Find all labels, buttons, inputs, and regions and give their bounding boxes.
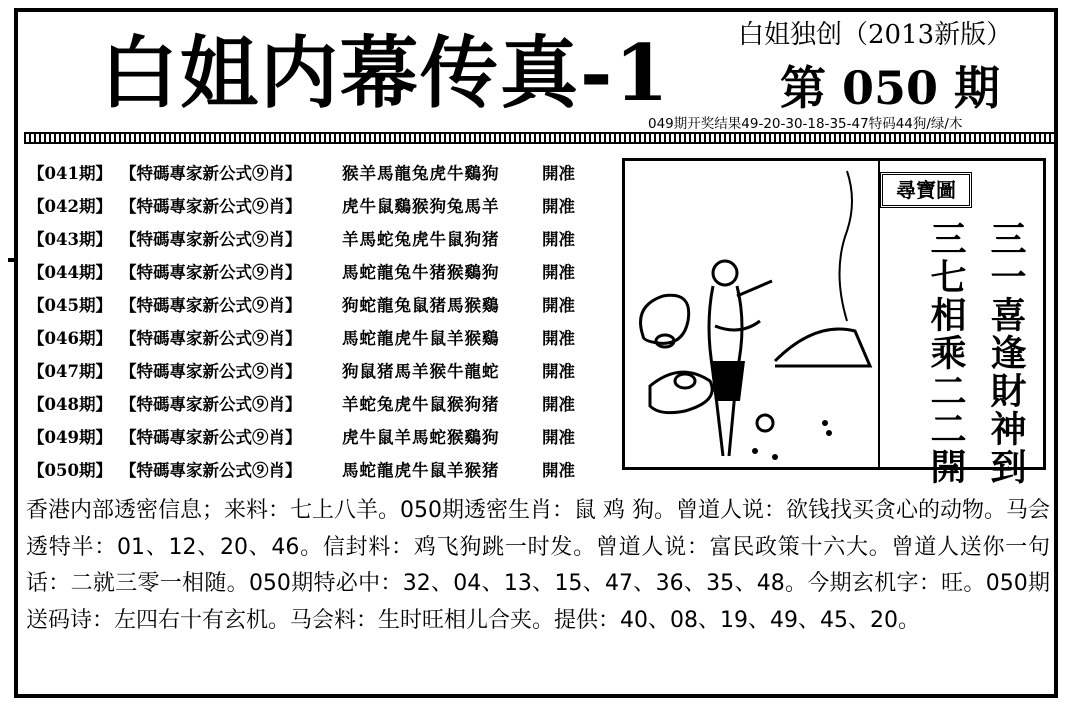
- row-formula: 【特碼專家新公式⑨肖】: [120, 395, 302, 414]
- row-status: 開准: [542, 164, 575, 183]
- row-formula: 【特碼專家新公式⑨肖】: [120, 263, 302, 282]
- prediction-row: [28, 454, 618, 487]
- scroll-eye: [675, 374, 695, 388]
- mountain-plant: [840, 171, 853, 321]
- row-period: 【047期】: [28, 362, 112, 381]
- mountain: [775, 329, 870, 366]
- figure-robe: [710, 361, 745, 401]
- edge-marker: [8, 258, 18, 262]
- prediction-row: [28, 223, 618, 256]
- row-period: 【043期】: [28, 230, 112, 249]
- page-title: 白姐内幕传真-1: [100, 28, 671, 119]
- dot-mark: [752, 448, 758, 454]
- treasure-poem-line-1: 三一喜逢財神到: [985, 220, 1027, 486]
- small-ball: [757, 415, 773, 431]
- row-period: 【046期】: [28, 329, 112, 348]
- row-period: 【041期】: [28, 164, 112, 183]
- row-formula: 【特碼專家新公式⑨肖】: [120, 428, 302, 447]
- row-period: 【048期】: [28, 395, 112, 414]
- row-status: 開准: [542, 197, 575, 216]
- edition-label: 白姐独创（2013新版）: [738, 20, 1013, 50]
- row-formula: 【特碼專家新公式⑨肖】: [120, 164, 302, 183]
- issue-number: 第 050 期: [780, 61, 1001, 115]
- row-formula: 【特碼專家新公式⑨肖】: [120, 329, 302, 348]
- row-formula: 【特碼專家新公式⑨肖】: [120, 197, 302, 216]
- row-status: 開准: [542, 428, 575, 447]
- dot-mark: [822, 420, 828, 426]
- treasure-illustration: [625, 161, 877, 467]
- treasure-poem-line-2: 三七相乘二二開: [925, 220, 967, 486]
- prediction-row: [28, 157, 618, 190]
- row-animals: 狗鼠猪馬羊猴牛龍蛇: [342, 362, 500, 381]
- row-status: 開准: [542, 296, 575, 315]
- prediction-row: [28, 289, 618, 322]
- prediction-row: [28, 421, 618, 454]
- row-formula: 【特碼專家新公式⑨肖】: [120, 362, 302, 381]
- row-animals: 狗蛇龍兔鼠猪馬猴鷄: [342, 296, 500, 315]
- row-formula: 【特碼專家新公式⑨肖】: [120, 296, 302, 315]
- row-period: 【049期】: [28, 428, 112, 447]
- row-status: 開准: [542, 461, 575, 480]
- treasure-picture-box: [622, 158, 1046, 470]
- row-animals: 羊馬蛇兔虎牛鼠狗猪: [342, 230, 500, 249]
- row-period: 【044期】: [28, 263, 112, 282]
- row-formula: 【特碼專家新公式⑨肖】: [120, 461, 302, 480]
- row-status: 開准: [542, 329, 575, 348]
- prediction-row: [28, 322, 618, 355]
- row-period: 【045期】: [28, 296, 112, 315]
- prediction-list: [28, 157, 618, 487]
- prediction-row: [28, 388, 618, 421]
- prediction-row: [28, 256, 618, 289]
- row-animals: 馬蛇龍虎牛鼠羊猴鷄: [342, 329, 500, 348]
- insider-info-paragraph: 香港内部透密信息；来料：七上八羊。050期透密生肖：鼠 鸡 狗。曾道人说：欲钱找买贪心的动物。马会透特半：01、12、20、46。信封料：鸡飞狗跳一时发。曾道人说：富民政策十六大。曾道人送你一句话：二就三零一相随。050期特必中：32、04、13、15、47、36、35、48。今期玄机字：旺。050期送码诗：左四右十有玄机。马会料：生时旺相儿合夹。提供：40、08、19、49、45、20。: [26, 498, 1050, 633]
- row-status: 開准: [542, 362, 575, 381]
- prediction-row: [28, 190, 618, 223]
- row-status: 開准: [542, 395, 575, 414]
- row-animals: 羊蛇兔虎牛鼠猴狗猪: [342, 395, 500, 414]
- header-divider: [24, 132, 1054, 144]
- row-animals: 馬蛇龍兔牛猪猴鷄狗: [342, 263, 500, 282]
- row-animals: 馬蛇龍虎牛鼠羊猴猪: [342, 461, 500, 480]
- prediction-row: [28, 355, 618, 388]
- last-draw-result: 049期开奖结果49-20-30-18-35-47特码44狗/绿/木: [648, 116, 963, 132]
- row-animals: 猴羊馬龍兔虎牛鷄狗: [342, 164, 500, 183]
- dot-mark: [772, 454, 778, 460]
- row-period: 【042期】: [28, 197, 112, 216]
- row-period: 【050期】: [28, 461, 112, 480]
- row-status: 開准: [542, 230, 575, 249]
- row-animals: 虎牛鼠鷄猴狗兔馬羊: [342, 197, 500, 216]
- dot-mark: [826, 430, 832, 436]
- figure-head: [713, 261, 737, 285]
- row-animals: 虎牛鼠羊馬蛇猴鷄狗: [342, 428, 500, 447]
- row-formula: 【特碼專家新公式⑨肖】: [120, 230, 302, 249]
- row-status: 開准: [542, 263, 575, 282]
- scroll-roll: [650, 372, 712, 413]
- treasure-map-label: 尋寶圖: [880, 172, 972, 208]
